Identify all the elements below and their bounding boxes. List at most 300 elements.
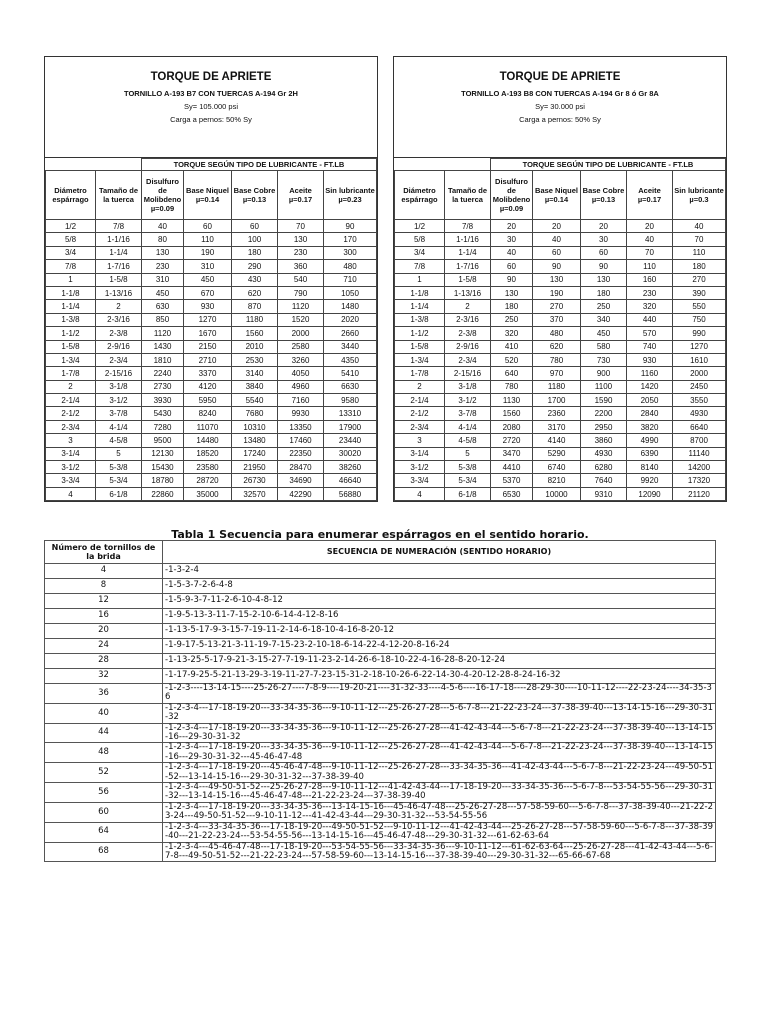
table-cell: 3-7/8 (445, 407, 491, 420)
sequence-cell: -1-2-3-4---17-18-19-20---33-34-35-36---9-10-11-12---25-26-27-28---41-42-43-44---5-6-7-8---21-22-23-24---37-38-39-40---13-14-15-16---29-30-31-32 (163, 723, 716, 743)
table-cell: 870 (232, 300, 278, 313)
table-cell: 17240 (232, 447, 278, 460)
table-cell: 40 (491, 246, 533, 259)
sequence-cell: -1-2-3-4---33-34-35-36---17-18-19-20---49-50-51-52---9-10-11-12---41-42-43-44---25-26-27-28---57-58-59-60---5-6-7-8---37-38-39-40---21-22-23-24---53-54-55-56---13-14-15-16---45-46-47-48---29-30-31-32---61-62-63-64 (163, 822, 716, 842)
table-cell: 15430 (142, 461, 184, 474)
table-cell: 320 (627, 300, 673, 313)
table-cell: 310 (142, 273, 184, 286)
table-row (46, 246, 377, 259)
table-cell: 1 (395, 273, 445, 286)
table-cell: 3 (46, 434, 96, 447)
col-header: Disulfuro de Molibdeno µ=0.09 (491, 171, 533, 220)
table-row (46, 233, 377, 246)
table-cell: 1-1/16 (445, 233, 491, 246)
table-cell: 3140 (232, 367, 278, 380)
table-cell: 850 (142, 313, 184, 326)
sequence-cell: -1-2-3-4---17-18-19-20---45-46-47-48---9-10-11-12---25-26-27-28---33-34-35-36---41-42-43-44---5-6-7-8---21-22-23-24---49-50-51-52---13-14-15-16---29-30-31-32---37-38-39-40 (163, 763, 716, 783)
table-cell: 4120 (184, 380, 232, 393)
table-cell: 3930 (142, 394, 184, 407)
table-cell: 9920 (627, 474, 673, 487)
table-cell: 46640 (324, 474, 377, 487)
table-cell: 4930 (673, 407, 726, 420)
table-cell: 1-1/4 (445, 246, 491, 259)
table-cell: 3-1/8 (445, 380, 491, 393)
table-cell: 4 (46, 487, 96, 500)
table-cell: 930 (627, 353, 673, 366)
table-cell: 10000 (533, 487, 581, 500)
torque-table-header (394, 71, 726, 158)
table-cell: 13480 (232, 434, 278, 447)
table-cell: 180 (673, 260, 726, 273)
table-cell: 9580 (324, 394, 377, 407)
table-cell: 1-1/2 (395, 327, 445, 340)
table-cell: 2-3/8 (445, 327, 491, 340)
table-cell: 40 (627, 233, 673, 246)
table-cell: 1050 (324, 286, 377, 299)
table-cell: 2150 (184, 340, 232, 353)
table-cell: 6530 (491, 487, 533, 500)
table-cell: 5 (445, 447, 491, 460)
table-cell: 8210 (533, 474, 581, 487)
table-row (395, 420, 726, 433)
table-cell: 230 (142, 260, 184, 273)
table-row (395, 367, 726, 380)
torque-subtitle: TORNILLO A-193 B8 CON TUERCAS A-194 Gr 8 ó Gr 8A (461, 89, 659, 98)
sequence-cell: -1-9-5-13-3-11-7-15-2-10-6-14-4-12-8-16 (163, 609, 716, 624)
table-cell: 110 (184, 233, 232, 246)
table-cell: 990 (673, 327, 726, 340)
col-header: Base Niquel µ=0.14 (184, 171, 232, 220)
table-row (395, 286, 726, 299)
table-cell: 32570 (232, 487, 278, 500)
table-cell: 2-1/2 (46, 407, 96, 420)
table-cell: 8240 (184, 407, 232, 420)
table-cell: 28470 (278, 461, 324, 474)
table-row (395, 340, 726, 353)
bolt-count-cell: 60 (45, 802, 163, 822)
table-cell: 5-3/4 (96, 474, 142, 487)
sequence-cell: -1-13-5-17-9-3-15-7-19-11-2-14-6-18-10-4-16-8-20-12 (163, 624, 716, 639)
table-cell: 3/4 (46, 246, 96, 259)
table-cell: 3-3/4 (46, 474, 96, 487)
table-cell: 1-1/4 (395, 300, 445, 313)
table-row (395, 220, 726, 233)
table-cell: 3860 (581, 434, 627, 447)
table-cell: 780 (533, 353, 581, 366)
table-cell: 7280 (142, 420, 184, 433)
torque-table-b8 (393, 56, 727, 502)
table-cell: 14480 (184, 434, 232, 447)
torque-sy: Sy= 105.000 psi (184, 102, 238, 111)
table-cell: 90 (533, 260, 581, 273)
table-row (46, 286, 377, 299)
table-cell: 35000 (184, 487, 232, 500)
table-cell: 1610 (673, 353, 726, 366)
table-cell: 3-1/4 (395, 447, 445, 460)
table-cell: 640 (491, 367, 533, 380)
table-cell: 670 (184, 286, 232, 299)
table-cell: 3820 (627, 420, 673, 433)
table-cell: 1130 (491, 394, 533, 407)
table-cell: 3-1/4 (46, 447, 96, 460)
table-row (395, 273, 726, 286)
table-cell: 70 (673, 233, 726, 246)
table-row (395, 246, 726, 259)
table-cell: 13350 (278, 420, 324, 433)
table-cell: 750 (673, 313, 726, 326)
table-cell: 1560 (232, 327, 278, 340)
table-cell: 1-3/4 (46, 353, 96, 366)
table-cell: 60 (232, 220, 278, 233)
sequence-cell: -1-13-25-5-17-9-21-3-15-27-7-19-11-23-2-14-26-6-18-10-22-4-16-28-8-20-12-24 (163, 654, 716, 669)
table-cell: 1-7/8 (395, 367, 445, 380)
table-cell: 14200 (673, 461, 726, 474)
col-header-bolt-count: Número de tornillos de la brida (45, 541, 163, 564)
table-cell: 1560 (491, 407, 533, 420)
table-cell: 60 (184, 220, 232, 233)
table-cell: 2-9/16 (445, 340, 491, 353)
sequence-row (45, 624, 716, 639)
table-cell: 3-1/2 (46, 461, 96, 474)
torque-carga: Carga a pernos: 50% Sy (519, 115, 601, 124)
sequence-row (45, 639, 716, 654)
table-cell: 5-3/8 (445, 461, 491, 474)
table-cell: 430 (232, 273, 278, 286)
table-cell: 28720 (184, 474, 232, 487)
table-cell: 3-7/8 (96, 407, 142, 420)
table-cell: 130 (491, 286, 533, 299)
sequence-cell: -1-2-3-4---45-46-47-48---17-18-19-20---53-54-55-56---33-34-35-36---9-10-11-12---61-62-63-64---25-26-27-28---41-42-43-44---5-6-7-8---49-50-51-52---21-22-23-24---57-58-59-60---13-14-15-16---37-38-39-40---29-30-31-32---65-66-67-68 (163, 842, 716, 862)
sequence-row (45, 783, 716, 803)
table-cell: 3260 (278, 353, 324, 366)
col-header: Diámetro espárrago (395, 171, 445, 220)
table-cell: 10310 (232, 420, 278, 433)
table-cell: 1420 (627, 380, 673, 393)
sequence-cell: -1-5-3-7-2-6-4-8 (163, 579, 716, 594)
sequence-row (45, 703, 716, 723)
sequence-caption: Tabla 1 Secuencia para enumerar espárragos en el sentido horario. (171, 528, 589, 541)
table-row (46, 220, 377, 233)
table-cell: 3170 (533, 420, 581, 433)
table-cell: 190 (533, 286, 581, 299)
bolt-count-cell: 68 (45, 842, 163, 862)
table-cell: 2450 (673, 380, 726, 393)
table-cell: 250 (581, 300, 627, 313)
table-cell: 2 (445, 300, 491, 313)
table-cell: 38260 (324, 461, 377, 474)
table-cell: 21950 (232, 461, 278, 474)
bolt-count-cell: 56 (45, 783, 163, 803)
table-cell: 1-5/8 (445, 273, 491, 286)
sequence-body (45, 564, 716, 862)
table-cell: 18780 (142, 474, 184, 487)
table-cell: 4-1/4 (445, 420, 491, 433)
table-cell: 5950 (184, 394, 232, 407)
table-cell: 1270 (673, 340, 726, 353)
table-cell: 2950 (581, 420, 627, 433)
table-cell: 4140 (533, 434, 581, 447)
table-row (395, 474, 726, 487)
table-cell: 90 (581, 260, 627, 273)
table-cell: 450 (184, 273, 232, 286)
table-cell: 4960 (278, 380, 324, 393)
table-cell: 580 (581, 340, 627, 353)
table-cell: 30 (491, 233, 533, 246)
table-cell: 1180 (232, 313, 278, 326)
table-row (395, 353, 726, 366)
table-cell: 480 (533, 327, 581, 340)
table-cell: 310 (184, 260, 232, 273)
table-row (46, 327, 377, 340)
table-cell: 7160 (278, 394, 324, 407)
table-cell: 230 (278, 246, 324, 259)
table-cell: 1-7/16 (445, 260, 491, 273)
table-cell: 930 (184, 300, 232, 313)
sequence-cell: -1-3-2-4 (163, 564, 716, 579)
col-header: Base Cobre µ=0.13 (581, 171, 627, 220)
table-cell: 3-3/4 (395, 474, 445, 487)
table-cell: 90 (324, 220, 377, 233)
table-cell: 1-3/8 (395, 313, 445, 326)
table-cell: 410 (491, 340, 533, 353)
table-cell: 60 (491, 260, 533, 273)
sequence-row (45, 743, 716, 763)
table-cell: 6640 (673, 420, 726, 433)
table-cell: 4990 (627, 434, 673, 447)
table-cell: 110 (673, 246, 726, 259)
table-cell: 3370 (184, 367, 232, 380)
table-cell: 1-1/8 (395, 286, 445, 299)
table-row (395, 394, 726, 407)
sequence-cell: -1-17-9-25-5-21-13-29-3-19-11-27-7-23-15-31-2-18-10-26-6-22-14-30-4-20-12-28-8-24-16-32 (163, 669, 716, 684)
table-cell: 320 (491, 327, 533, 340)
table-cell: 740 (627, 340, 673, 353)
table-cell: 60 (533, 246, 581, 259)
table-cell: 20 (581, 220, 627, 233)
table-cell: 17460 (278, 434, 324, 447)
table-cell: 270 (673, 273, 726, 286)
table-cell: 790 (278, 286, 324, 299)
table-cell: 2-3/4 (46, 420, 96, 433)
table-cell: 180 (491, 300, 533, 313)
table-cell: 2-9/16 (96, 340, 142, 353)
table-cell: 5430 (142, 407, 184, 420)
table-row (395, 300, 726, 313)
table-cell: 2050 (627, 394, 673, 407)
table-cell: 2 (46, 380, 96, 393)
table-cell: 2080 (491, 420, 533, 433)
table-cell: 5/8 (46, 233, 96, 246)
sequence-table (44, 540, 716, 862)
table-cell: 13310 (324, 407, 377, 420)
table-cell: 2730 (142, 380, 184, 393)
table-cell: 270 (533, 300, 581, 313)
table-cell: 110 (627, 260, 673, 273)
table-cell: 7680 (232, 407, 278, 420)
bolt-count-cell: 20 (45, 624, 163, 639)
col-header: Disulfuro de Molibdeno µ=0.09 (142, 171, 184, 220)
table-cell: 3 (395, 434, 445, 447)
table-row (46, 273, 377, 286)
table-cell: 1430 (142, 340, 184, 353)
table-cell: 42290 (278, 487, 324, 500)
table-cell: 480 (324, 260, 377, 273)
table-cell: 17900 (324, 420, 377, 433)
table-row (46, 300, 377, 313)
sequence-cell: -1-2-3----13-14-15----25-26-27----7-8-9----19-20-21----31-32-33----4-5-6----16-17-18----28-29-30----10-11-12----22-23-24----34-35-36 (163, 684, 716, 704)
col-header: Aceite µ=0.17 (627, 171, 673, 220)
table-cell: 780 (491, 380, 533, 393)
table-row (46, 394, 377, 407)
table-cell: 190 (184, 246, 232, 259)
table-cell: 3-1/2 (96, 394, 142, 407)
table-cell: 1100 (581, 380, 627, 393)
table-row (46, 260, 377, 273)
bolt-count-cell: 4 (45, 564, 163, 579)
table-cell: 100 (232, 233, 278, 246)
sequence-row (45, 564, 716, 579)
table-cell: 1670 (184, 327, 232, 340)
table-cell: 1120 (142, 327, 184, 340)
table-cell: 630 (142, 300, 184, 313)
table-cell: 7640 (581, 474, 627, 487)
table-cell: 4410 (491, 461, 533, 474)
table-cell: 1-1/4 (96, 246, 142, 259)
table-cell: 3-1/2 (395, 461, 445, 474)
table-cell: 130 (581, 273, 627, 286)
bolt-count-cell: 24 (45, 639, 163, 654)
torque-data-table (394, 158, 726, 501)
table-row (46, 420, 377, 433)
table-cell: 1590 (581, 394, 627, 407)
table-row (395, 260, 726, 273)
table-cell: 1180 (533, 380, 581, 393)
col-header: Diámetro espárrago (46, 171, 96, 220)
table-cell: 2-3/16 (445, 313, 491, 326)
table-cell: 1/2 (395, 220, 445, 233)
table-cell: 40 (533, 233, 581, 246)
table-cell: 370 (533, 313, 581, 326)
torque-sy: Sy= 30.000 psi (535, 102, 585, 111)
sequence-cell: -1-2-3-4---17-18-19-20---33-34-35-36---9-10-11-12---25-26-27-28---5-6-7-8---21-22-23-24---37-38-39-40---13-14-15-16---29-30-31-32 (163, 703, 716, 723)
torque-body (395, 220, 726, 501)
table-row (395, 407, 726, 420)
sequence-cell: -1-9-17-5-13-21-3-11-19-7-15-23-2-10-18-6-14-22-4-12-20-8-16-24 (163, 639, 716, 654)
bolt-count-cell: 32 (45, 669, 163, 684)
sequence-cell: -1-2-3-4---17-18-19-20---33-34-35-36---13-14-15-16---45-46-47-48---25-26-27-28---57-58-59-60---5-6-7-8---37-38-39-40---21-22-23-24---49-50-51-52---9-10-11-12---41-42-43-44---29-30-31-32---53-54-55-56 (163, 802, 716, 822)
table-cell: 40 (673, 220, 726, 233)
table-cell: 6630 (324, 380, 377, 393)
bolt-count-cell: 52 (45, 763, 163, 783)
col-header: Sin lubricante µ=0.3 (673, 171, 726, 220)
table-cell: 1-3/4 (395, 353, 445, 366)
torque-subtitle: TORNILLO A-193 B7 CON TUERCAS A-194 Gr 2H (124, 89, 298, 98)
table-cell: 6280 (581, 461, 627, 474)
table-cell: 2 (395, 380, 445, 393)
torque-body (46, 220, 377, 501)
bolt-count-cell: 40 (45, 703, 163, 723)
table-cell: 1-7/16 (96, 260, 142, 273)
table-cell: 550 (673, 300, 726, 313)
table-cell: 2-3/16 (96, 313, 142, 326)
table-cell: 300 (324, 246, 377, 259)
bolt-count-cell: 12 (45, 594, 163, 609)
bolt-count-cell: 16 (45, 609, 163, 624)
table-cell: 2530 (232, 353, 278, 366)
sequence-row (45, 842, 716, 862)
table-cell: 9500 (142, 434, 184, 447)
table-cell: 1270 (184, 313, 232, 326)
col-header: Base Niquel µ=0.14 (533, 171, 581, 220)
table-cell: 180 (232, 246, 278, 259)
table-cell: 1-5/8 (46, 340, 96, 353)
table-cell: 1-5/8 (96, 273, 142, 286)
bolt-count-cell: 28 (45, 654, 163, 669)
table-row (395, 487, 726, 500)
table-cell: 1-5/8 (395, 340, 445, 353)
table-cell: 2-3/4 (96, 353, 142, 366)
col-header: Tamaño de la tuerca (96, 171, 142, 220)
table-cell: 70 (278, 220, 324, 233)
table-row (46, 340, 377, 353)
bolt-count-cell: 44 (45, 723, 163, 743)
table-cell: 160 (627, 273, 673, 286)
table-row (46, 434, 377, 447)
table-cell: 70 (627, 246, 673, 259)
table-cell: 7/8 (96, 220, 142, 233)
table-cell: 2710 (184, 353, 232, 366)
torque-table-header (45, 71, 377, 158)
table-cell: 3-1/8 (96, 380, 142, 393)
table-cell: 6390 (627, 447, 673, 460)
table-cell: 5-3/8 (96, 461, 142, 474)
table-cell: 2840 (627, 407, 673, 420)
table-cell: 5 (96, 447, 142, 460)
table-cell: 360 (278, 260, 324, 273)
table-cell: 1-1/4 (46, 300, 96, 313)
table-cell: 710 (324, 273, 377, 286)
table-cell: 2020 (324, 313, 377, 326)
table-cell: 4-1/4 (96, 420, 142, 433)
table-cell: 1-7/8 (46, 367, 96, 380)
table-cell: 2010 (232, 340, 278, 353)
bolt-count-cell: 64 (45, 822, 163, 842)
table-cell: 1-13/16 (96, 286, 142, 299)
table-cell: 2-3/4 (395, 420, 445, 433)
table-row (395, 447, 726, 460)
sequence-section (44, 530, 716, 862)
table-cell: 6-1/8 (445, 487, 491, 500)
table-row (46, 407, 377, 420)
table-cell: 2200 (581, 407, 627, 420)
table-cell: 30 (581, 233, 627, 246)
sequence-cell: -1-5-9-3-7-11-2-6-10-4-8-12 (163, 594, 716, 609)
table-cell: 180 (581, 286, 627, 299)
table-cell: 18520 (184, 447, 232, 460)
table-cell: 11070 (184, 420, 232, 433)
col-header: Base Cobre µ=0.13 (232, 171, 278, 220)
torque-data-table (45, 158, 377, 501)
lubricant-group-header: TORQUE SEGÚN TIPO DE LUBRICANTE - FT.LB (491, 159, 726, 171)
sequence-row (45, 802, 716, 822)
table-row (46, 461, 377, 474)
table-cell: 1160 (627, 367, 673, 380)
table-cell: 2-1/2 (395, 407, 445, 420)
table-cell: 2660 (324, 327, 377, 340)
table-cell: 1700 (533, 394, 581, 407)
table-cell: 1-1/2 (46, 327, 96, 340)
table-cell: 7/8 (46, 260, 96, 273)
